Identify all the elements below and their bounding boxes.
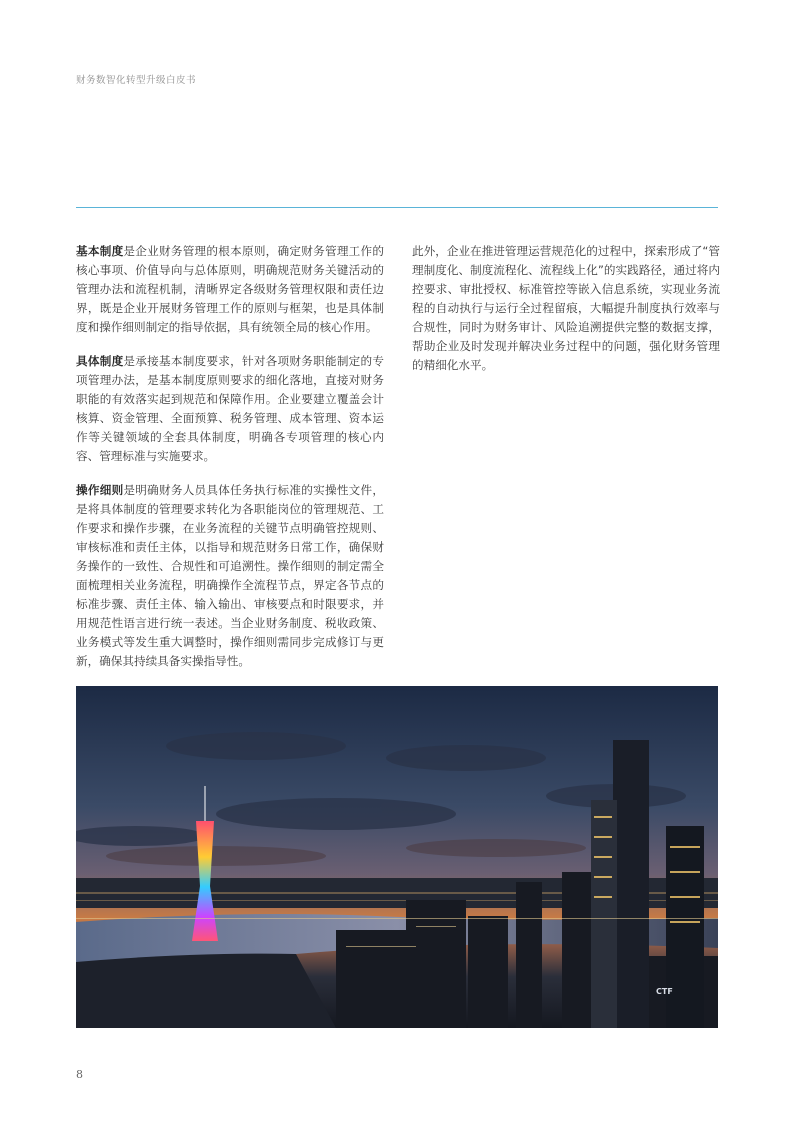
city-skyline-photo (76, 686, 718, 1028)
header-divider (76, 207, 718, 208)
term-basic-system: 基本制度 (76, 244, 124, 258)
paragraph-basic-system (76, 242, 384, 337)
paragraph-text: 是承接基本制度要求，针对各项财务职能制定的专项管理办法，是基本制度原则要求的细化落地，直接对财务职能的有效落实起到规范和保障作用。企业要建立覆盖会计核算、资金管理、全面预算、税务管理、成本管理、资本运作等关键领域的全套具体制度，明确各专项管理的核心内容、管理标准与实施要求。 (76, 354, 384, 463)
document-header-title: 财务数智化转型升级白皮书 (76, 75, 197, 86)
left-text-column (76, 242, 384, 686)
paragraph-text: 是明确财务人员具体任务执行标准的实操性文件，是将具体制度的管理要求转化为各职能岗位的管理规范、工作要求和操作步骤，在业务流程的关键节点明确管控规则、审核标准和责任主体，以指导和规范财务日常工作，确保财务操作的一致性、合规性和可追溯性。操作细则的制定需全面梳理相关业务流程，明确操作全流程节点，界定各节点的标准步骤、责任主体、输入输出、审核要点和时限要求，并用规范性语言进行统一表述。当企业财务制度、税收政策、业务模式等发生重大调整时，操作细则需同步完成修订与更新，确保其持续具备实操指导性。 (76, 483, 384, 668)
page-number: 8 (76, 1068, 83, 1081)
term-specific-system: 具体制度 (76, 354, 124, 368)
building-sign: CTF (656, 987, 673, 996)
paragraph-operating-rules (76, 481, 384, 671)
right-text-column (412, 242, 720, 390)
paragraph-additional: 此外，企业在推进管理运营规范化的过程中，探索形成了“管理制度化、制度流程化、流程线上化”的实践路径，通过将内控要求、审批授权、标准管控等嵌入信息系统，实现业务流程的自动执行与运行全过程留痕，大幅提升制度执行效率与合规性，同时为财务审计、风险追溯提供完整的数据支撑，帮助企业及时发现并解决业务过程中的问题，强化财务管理的精细化水平。 (412, 244, 720, 372)
paragraph-specific-system (76, 352, 384, 466)
paragraph-text: 是企业财务管理的根本原则，确定财务管理工作的核心事项、价值导向与总体原则，明确规范财务关键活动的管理办法和流程机制，清晰界定各级财务管理权限和责任边界，既是企业开展财务管理工作的原则与框架，也是具体制度和操作细则制定的指导依据，具有统领全局的核心作用。 (76, 244, 384, 334)
term-operating-rules: 操作细则 (76, 483, 124, 497)
